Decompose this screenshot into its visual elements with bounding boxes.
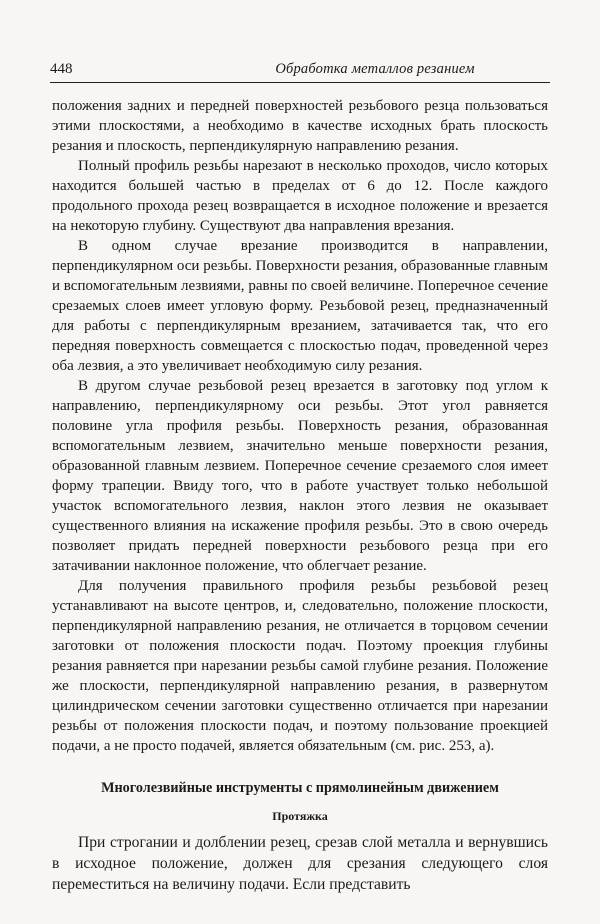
header-rule (50, 82, 550, 83)
paragraph-broach-intro: При строгании и долблении резец, срезав слой металла и вернувшись в исходное положение, должен для срезания следующего слоя переместиться на величину подачи. Если представить (52, 834, 548, 893)
paragraph-perpendicular-infeed: В одном случае врезание производится в направлении, перпендикулярном оси резьбы. Поверхности резания, образованные главным и вспомогательным лезвиями, равны по своей величине. Поперечное сечение срезаемых слоев имеет угловую форму. Резьбовой резец, предназначенный для работы с перпендикулярным врезанием, затачивается так, что его передняя поверхность совмещается с плоскостью подач, проведенной через оба лезвия, а это увеличивает необходимую силу резания. (52, 238, 548, 374)
subsection-title: Протяжка (272, 809, 328, 823)
paragraph-correct-profile: Для получения правильного профиля резьбы резьбовой резец устанавливают на высоте центров, и, следовательно, положение плоскости, перпендикулярной направлению резания, не отличается в торцовом сечении заготовки от положения плоскости подач. Поэтому проекция глубины резания равняется при нарезании резьбы самой глубине резания. Положение же плоскости, перпендикулярной направлению резания, в развернутом цилиндрическом сечении заготовки существенно отличается при нарезании резьбы от положения плоскости подач, и поэтому пользование проекцией подачи, а не просто подачей, является обязательным (см. рис. 253, а). (52, 578, 548, 754)
paragraph-continuation: положения задних и передней поверхностей резьбового резца пользоваться этими плоскостями, а необходимо в качестве исходных брать плоскость резания и плоскость, перпендикулярную направлению резания. (52, 98, 548, 154)
paragraph-thread-passes: Полный профиль резьбы нарезают в несколько проходов, число которых находится большей частью в пределах от 6 до 12. После каждого продольного прохода резец возвращается в исходное положение и врезается на некоторую глубину. Существуют два направления врезания. (52, 158, 548, 234)
body-text (52, 96, 548, 895)
running-head (50, 58, 550, 82)
page-number: 448 (50, 61, 73, 77)
running-title: Обработка металлов резанием (275, 61, 475, 77)
paragraph-angled-infeed: В другом случае резьбовой резец врезается в заготовку под углом к направлению, перпендикулярному оси резьбы. Этот угол равняется половине угла профиля резьбы. Поверхность резания, образованная вспомогательным лезвием, значительно меньше поверхности резания, образованной главным лезвием. Поперечное сечение срезаемого слоя имеет форму трапеции. Ввиду того, что в работе участвует только небольшой участок вспомогательного лезвия, наклон этого лезвия не оказывает существенного влияния на искажение профиля резьбы. Это в свою очередь позволяет придать передней поверхности резьбового резца при его затачивании наклонное положение, что облегчает резание. (52, 378, 548, 574)
section-title: Многолезвийные инструменты с прямолинейным движением (101, 780, 499, 796)
